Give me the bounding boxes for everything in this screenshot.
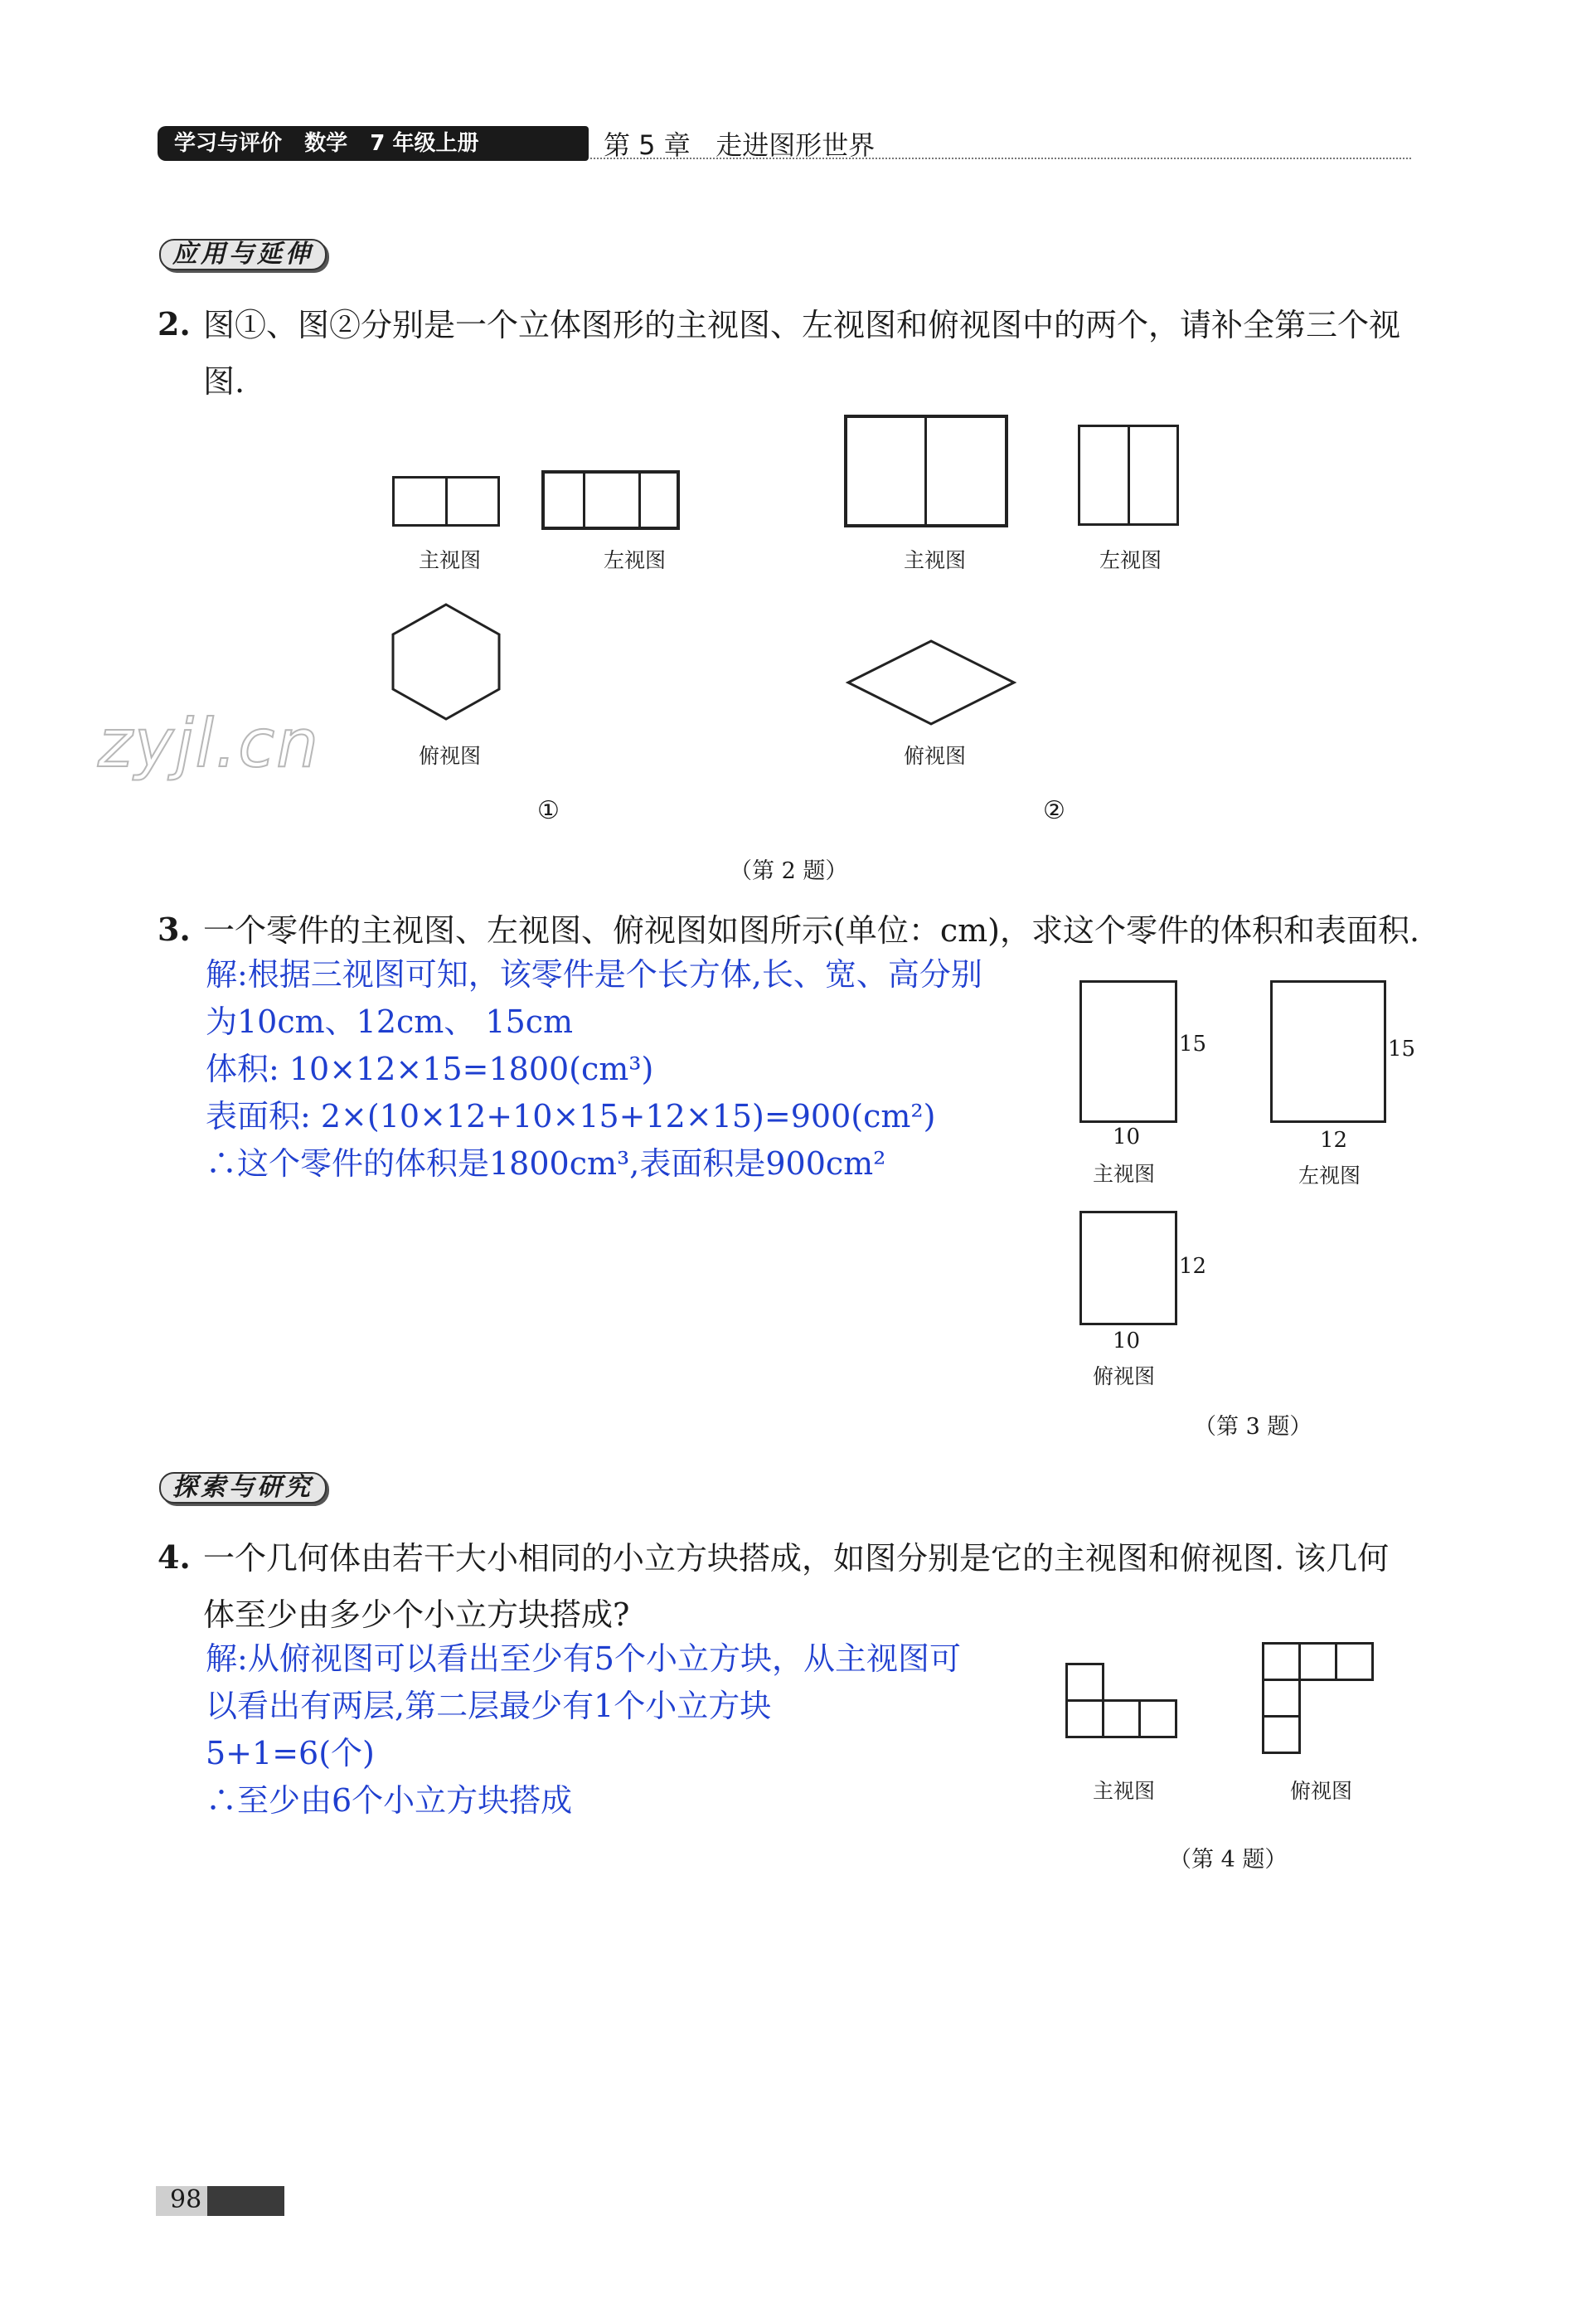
- q3-top-view: [1079, 1211, 1177, 1325]
- q3-front-label: 主视图: [1093, 1162, 1156, 1186]
- fig2-front-label: 主视图: [904, 548, 967, 572]
- question-4-caption: （第 4 题）: [1169, 1847, 1288, 1873]
- question-3-answer-line-1: 解:根据三视图可知，该零件是个长方体,长、宽、高分别: [206, 956, 982, 993]
- fig2-marker: ②: [1043, 796, 1065, 825]
- q4-top-cube-4: [1262, 1679, 1301, 1718]
- fig2-top-view-rhombus: [844, 639, 1018, 726]
- question-3-answer-line-4: 表面积: 2×(10×12+10×15+12×15)=900(cm²): [206, 1098, 936, 1135]
- fig1-left-label: 左视图: [604, 548, 667, 572]
- q4-front-cube-3: [1138, 1699, 1177, 1738]
- q4-front-cube-1: [1065, 1699, 1104, 1738]
- fig1-front-label: 主视图: [419, 548, 482, 572]
- header-dotted-rule: [590, 158, 1411, 159]
- question-2-caption: （第 2 题）: [730, 858, 848, 884]
- question-3-text: 一个零件的主视图、左视图、俯视图如图所示(单位：cm)，求这个零件的体积和表面积.: [203, 912, 1420, 949]
- q3-front-view: [1079, 980, 1177, 1123]
- q3-top-label: 俯视图: [1093, 1364, 1156, 1388]
- fig1-top-label: 俯视图: [419, 744, 482, 768]
- watermark: zyjl.cn: [98, 705, 320, 782]
- question-4-text: 一个几何体由若干大小相同的小立方块搭成，如图分别是它的主视图和俯视图. 该几何体至少由多少个小立方块搭成?: [203, 1540, 1390, 1633]
- q3-left-height: 15: [1388, 1037, 1416, 1062]
- question-4-answer-line-1: 解:从俯视图可以看出至少有5个小立方块，从主视图可: [206, 1640, 961, 1677]
- q3-left-view: [1270, 980, 1386, 1123]
- question-4-answer-line-3: 5+1=6(个): [206, 1735, 375, 1771]
- header-book-label: 学习与评价 数学 7 年级上册: [158, 126, 589, 161]
- q3-left-width: 12: [1320, 1128, 1348, 1153]
- question-3-number: 3.: [158, 911, 191, 948]
- question-3-answer-line-5: ∴这个零件的体积是1800cm³,表面积是900cm²: [206, 1145, 886, 1182]
- section-tag-apply: 应用与延伸: [159, 239, 327, 270]
- q4-front-cube-2: [1102, 1699, 1141, 1738]
- fig1-left-view: [541, 470, 680, 530]
- q3-top-width: 10: [1113, 1329, 1141, 1353]
- question-3-caption: （第 3 题）: [1194, 1414, 1312, 1440]
- fig1-top-view-hexagon: [388, 602, 504, 722]
- q4-top-cube-5: [1262, 1715, 1301, 1754]
- q4-front-cube-top: [1065, 1663, 1104, 1702]
- q3-top-height: 12: [1179, 1254, 1207, 1279]
- q4-top-cube-1: [1262, 1642, 1301, 1681]
- q3-front-width: 10: [1113, 1125, 1141, 1149]
- fig1-front-divider: [445, 476, 448, 527]
- q4-top-label: 俯视图: [1290, 1779, 1353, 1803]
- question-4-answer-line-4: ∴至少由6个小立方块搭成: [206, 1782, 573, 1819]
- q3-front-height: 15: [1179, 1032, 1207, 1057]
- question-4-answer-line-2: 以看出有两层,第二层最少有1个小立方块: [206, 1688, 772, 1724]
- q4-top-cube-2: [1298, 1642, 1337, 1681]
- fig1-marker: ①: [537, 796, 560, 825]
- header-chapter-title: 第 5 章 走进图形世界: [604, 129, 876, 161]
- q4-front-label: 主视图: [1093, 1779, 1156, 1803]
- fig1-left-divider-b: [638, 470, 641, 530]
- question-4-number: 4.: [158, 1538, 191, 1576]
- fig2-left-label: 左视图: [1099, 548, 1162, 572]
- q3-left-label: 左视图: [1298, 1164, 1361, 1188]
- question-2-text: 图①、图②分别是一个立体图形的主视图、左视图和俯视图中的两个，请补全第三个视图.: [203, 307, 1401, 400]
- fig2-front-divider: [924, 415, 927, 527]
- fig2-top-label: 俯视图: [904, 744, 967, 768]
- page-number: 98: [170, 2185, 202, 2214]
- section-tag-explore: 探索与研究: [159, 1472, 327, 1504]
- fig2-left-divider: [1128, 425, 1130, 526]
- q4-top-cube-3: [1335, 1642, 1374, 1681]
- question-3-answer-line-3: 体积: 10×12×15=1800(cm³): [206, 1051, 654, 1087]
- fig1-left-divider-a: [583, 470, 585, 530]
- question-2-number: 2.: [158, 305, 191, 343]
- question-3-answer-line-2: 为10cm、12cm、 15cm: [206, 1003, 574, 1040]
